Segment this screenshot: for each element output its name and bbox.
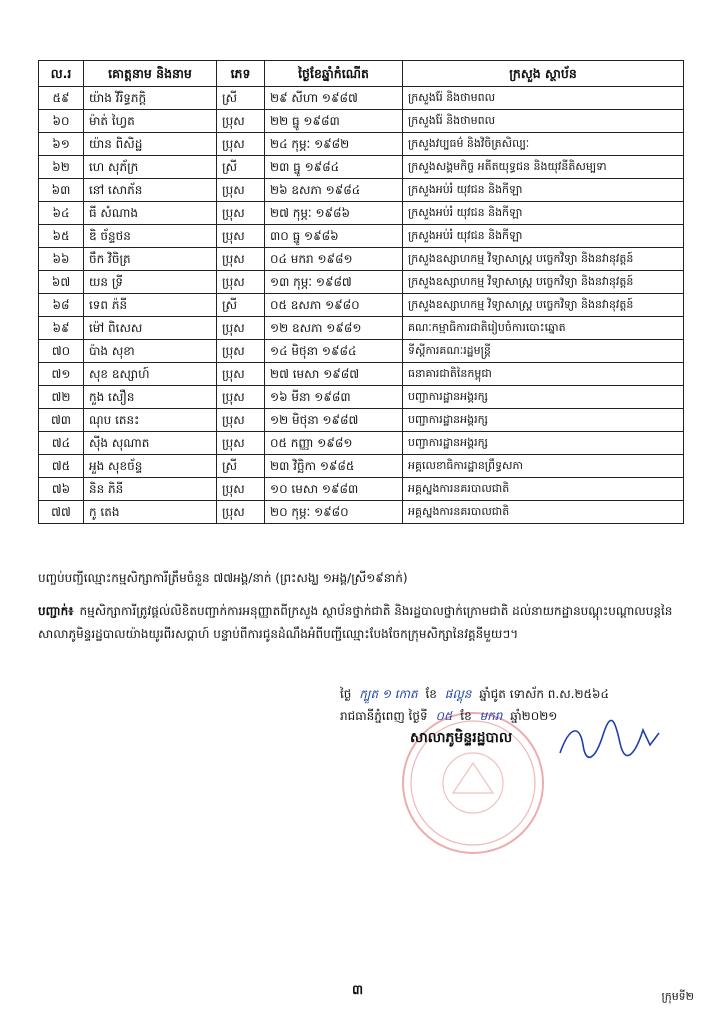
table-row — [39, 455, 684, 478]
table-row — [39, 156, 684, 179]
cell-name: ម៉ាត់ ហ្វៃត — [84, 110, 217, 133]
cell-institution: ក្រសួងឧស្សាហកម្ម វិទ្យាសាស្ត្រ បច្ចេកវិទ្យា និងនវានុវត្តន៍ — [403, 271, 684, 294]
cell-institution: ក្រសួងរ៉ែ និងថាមពល — [403, 110, 684, 133]
cell-dob: ១២ មិថុនា ១៩៨៧ — [265, 409, 403, 432]
cell-no: ៧៤ — [39, 432, 84, 455]
cell-institution: បញ្ជាការដ្ឋានអង្គរក្ស — [403, 409, 684, 432]
cell-sex: ប្រុស — [217, 386, 265, 409]
cell-name: យ៉ាន ពិសិដ្ឋ — [84, 133, 217, 156]
table-row — [39, 317, 684, 340]
cell-institution: ក្រសួងវប្បធម៌ និងវិចិត្រសិល្បៈ — [403, 133, 684, 156]
cell-sex: ស្រី — [217, 156, 265, 179]
note-text: កម្មសិក្សាការីត្រូវផ្តល់លិខិតបញ្ជាក់ការអនុញ្ញាតពីក្រសួង ស្ថាប័នថ្នាក់ជាតិ និងរដ្ឋបាលថ្នាក់ក្រោមជាតិ ដល់នាយកដ្ឋានបណ្តុះបណ្តាលបន្តនៃសាលាភូមិន្ទរដ្ឋបាលយ៉ាងយូរពីរសប្តាហ៍ បន្ទាប់ពីការជូនដំណឹងអំពីបញ្ជីឈ្មោះបែងចែកក្រុមសិក្សានៃវគ្គនីមួយៗ។ — [38, 604, 673, 641]
office-name: សាលាភូមិន្ទរដ្ឋបាល — [410, 730, 513, 746]
cell-no: ៦១ — [39, 133, 84, 156]
cell-dob: ០៤ មករា ១៩៨១ — [265, 248, 403, 271]
cell-name: ហេ សុភ័ក្រ — [84, 156, 217, 179]
cell-name: កួង សឿន — [84, 386, 217, 409]
cell-dob: ១៣ កុម្ភៈ ១៩៨៧ — [265, 271, 403, 294]
cell-no: ៧២ — [39, 386, 84, 409]
cell-no: ៧០ — [39, 340, 84, 363]
table-row — [39, 179, 684, 202]
cell-dob: ០៥ កញ្ញា ១៩៨១ — [265, 432, 403, 455]
cell-dob: ២៤ កុម្ភៈ ១៩៨២ — [265, 133, 403, 156]
cell-sex: ប្រុស — [217, 271, 265, 294]
cell-name: យន ទ្រី — [84, 271, 217, 294]
signature-icon — [555, 715, 665, 765]
table-row — [39, 133, 684, 156]
cell-dob: ០៥ ឧសភា ១៩៨០ — [265, 294, 403, 317]
cell-dob: ១៦ មីនា ១៩៨៣ — [265, 386, 403, 409]
cell-institution: ក្រសួងឧស្សាហកម្ម វិទ្យាសាស្ត្រ បច្ចេកវិទ្យា និងនវានុវត្តន៍ — [403, 294, 684, 317]
cell-no: ៧១ — [39, 363, 84, 386]
cell-name: ម៉ៅ ពិសេស — [84, 317, 217, 340]
handwritten-month-2: មករា — [479, 709, 503, 723]
cell-sex: ប្រុស — [217, 248, 265, 271]
cell-name: យ៉ាង វិរិទ្ធភក្តិ — [84, 87, 217, 110]
table-body — [39, 87, 684, 524]
trainee-table — [38, 60, 684, 524]
cell-sex: ប្រុស — [217, 110, 265, 133]
cell-institution: ក្រសួងសង្គមកិច្ច អតីតយុទ្ធជន និងយុវនីតិសម្បទា — [403, 156, 684, 179]
cell-institution: បញ្ជាការដ្ឋានអង្គរក្ស — [403, 386, 684, 409]
table-row — [39, 478, 684, 501]
cell-dob: ២០ កុម្ភៈ ១៩៨០ — [265, 501, 403, 524]
cell-dob: ១៤ មិថុនា ១៩៨៤ — [265, 340, 403, 363]
cell-dob: ៣០ ធ្នូ ១៩៨៦ — [265, 225, 403, 248]
cell-no: ៦៨ — [39, 294, 84, 317]
cell-sex: ប្រុស — [217, 133, 265, 156]
note-paragraph — [38, 600, 683, 646]
cell-no: ៦៧ — [39, 271, 84, 294]
header-name: គោត្តនាម និងនាម — [84, 61, 217, 87]
cell-no: ៦៩ — [39, 317, 84, 340]
cell-sex: ប្រុស — [217, 409, 265, 432]
handwritten-day-number: ០៥ — [435, 709, 453, 723]
cell-name: និន ភិនី — [84, 478, 217, 501]
table-row — [39, 202, 684, 225]
cell-institution: បញ្ជាការដ្ឋានអង្គរក្ស — [403, 432, 684, 455]
cell-sex: ប្រុស — [217, 340, 265, 363]
date-month-label-2: ខែ — [460, 709, 472, 723]
cell-no: ៧៣ — [39, 409, 84, 432]
header-dob: ថ្ងៃខែឆ្នាំកំណើត — [265, 61, 403, 87]
cell-no: ៥៩ — [39, 87, 84, 110]
cell-institution: ក្រសួងរ៉ែ និងថាមពល — [403, 87, 684, 110]
cell-name: ប៉ាង សុខា — [84, 340, 217, 363]
cell-name: ចឹក វិចិត្រ — [84, 248, 217, 271]
table-row — [39, 87, 684, 110]
header-institution: ក្រសួង ស្ថាប័ន — [403, 61, 684, 87]
cell-name: ឌិ ច័ន្ទថន — [84, 225, 217, 248]
date-year-2: ឆ្នាំ២០២១ — [510, 709, 558, 723]
cell-institution: ក្រសួងអប់រំ យុវជន និងកីឡា — [403, 202, 684, 225]
cell-institution: ក្រសួងអប់រំ យុវជន និងកីឡា — [403, 225, 684, 248]
date-month-label: ខែ — [425, 687, 437, 701]
lunar-date-line — [340, 683, 685, 705]
cell-no: ៧៥ — [39, 455, 84, 478]
cell-institution: អគ្គលេខាធិការដ្ឋានព្រឹទ្ធសភា — [403, 455, 684, 478]
cell-no: ៦២ — [39, 156, 84, 179]
cell-sex: ប្រុស — [217, 501, 265, 524]
group-label: ក្រុមទី២ — [661, 990, 694, 1003]
handwritten-month: ផល្គុន — [444, 687, 472, 701]
handwritten-day: ក្បួត ១ កោត — [359, 687, 418, 701]
cell-institution: អគ្គស្នងការនគរបាលជាតិ — [403, 478, 684, 501]
cell-dob: ២៣ ធ្នូ ១៩៨៤ — [265, 156, 403, 179]
cell-name: ណុប តេនះ — [84, 409, 217, 432]
cell-institution: ទីស្តីការគណៈរដ្ឋមន្ត្រី — [403, 340, 684, 363]
table-row — [39, 386, 684, 409]
cell-sex: ប្រុស — [217, 363, 265, 386]
cell-name: ស៊ីង សុណាត — [84, 432, 217, 455]
cell-no: ៦៥ — [39, 225, 84, 248]
table-row — [39, 225, 684, 248]
cell-institution: ក្រសួងអប់រំ យុវជន និងកីឡា — [403, 179, 684, 202]
table-row — [39, 294, 684, 317]
place-date-prefix: រាជធានីភ្នំពេញ ថ្ងៃទី — [340, 709, 428, 723]
page-number: ៣ — [352, 983, 364, 998]
table-row — [39, 110, 684, 133]
cell-sex: ប្រុស — [217, 225, 265, 248]
cell-sex: ប្រុស — [217, 317, 265, 340]
table-row — [39, 363, 684, 386]
table-header-row — [39, 61, 684, 87]
cell-dob: ២៧ មេសា ១៩៨៧ — [265, 363, 403, 386]
note-label: បញ្ជាក់៖ — [38, 604, 74, 618]
cell-sex: ស្រី — [217, 87, 265, 110]
table-row — [39, 340, 684, 363]
cell-no: ៧៧ — [39, 501, 84, 524]
cell-sex: ស្រី — [217, 455, 265, 478]
cell-no: ៦៣ — [39, 179, 84, 202]
cell-sex: ប្រុស — [217, 202, 265, 225]
cell-no: ៦៦ — [39, 248, 84, 271]
cell-dob: ១២ ឧសភា ១៩៨១ — [265, 317, 403, 340]
cell-institution: គណៈកម្មាធិការជាតិរៀបចំការបោះឆ្នោត — [403, 317, 684, 340]
table-row — [39, 432, 684, 455]
header-no: ល.រ — [39, 61, 84, 87]
cell-sex: ស្រី — [217, 294, 265, 317]
date-year: ឆ្នាំជូត ទោស័ក ព.ស.២៥៦៤ — [479, 687, 610, 701]
cell-sex: ប្រុស — [217, 179, 265, 202]
cell-name: នៅ សោភ័ន — [84, 179, 217, 202]
table-row — [39, 248, 684, 271]
cell-dob: ២៧ កុម្ភៈ ១៩៨៦ — [265, 202, 403, 225]
cell-name: អួង សុខច័ន្ទ — [84, 455, 217, 478]
cell-no: ៧៦ — [39, 478, 84, 501]
cell-dob: ១០ មេសា ១៩៨៣ — [265, 478, 403, 501]
cell-institution: អគ្គស្នងការនគរបាលជាតិ — [403, 501, 684, 524]
header-sex: ភេទ — [217, 61, 265, 87]
date-prefix: ថ្ងៃ — [340, 687, 352, 701]
cell-no: ៦០ — [39, 110, 84, 133]
cell-institution: ក្រសួងឧស្សាហកម្ម វិទ្យាសាស្ត្រ បច្ចេកវិទ្យា និងនវានុវត្តន៍ — [403, 248, 684, 271]
cell-institution: ធនាគារជាតិនៃកម្ពុជា — [403, 363, 684, 386]
cell-name: ទេព ភ៉នី — [84, 294, 217, 317]
cell-dob: ២៣ វិច្ឆិកា ១៩៨៥ — [265, 455, 403, 478]
table-row — [39, 409, 684, 432]
cell-sex: ប្រុស — [217, 432, 265, 455]
cell-name: សុខ ឧស្សាហ៍ — [84, 363, 217, 386]
total-summary: បញ្ចប់បញ្ជីឈ្មោះកម្មសិក្សាការីត្រឹមចំនួន ៧៧អង្គ/នាក់ (ព្រះសង្ឃ ១អង្គ/ស្រី១៩នាក់) — [38, 571, 408, 585]
cell-dob: ២៩ សីហា ១៩៨៧ — [265, 87, 403, 110]
cell-sex: ប្រុស — [217, 478, 265, 501]
cell-name: កូ តេង — [84, 501, 217, 524]
cell-dob: ២៦ ឧសភា ១៩៨៤ — [265, 179, 403, 202]
table-row — [39, 271, 684, 294]
cell-no: ៦៤ — [39, 202, 84, 225]
cell-name: ធី សំណាង — [84, 202, 217, 225]
table-row — [39, 501, 684, 524]
cell-dob: ២២ ធ្នូ ១៩៨៣ — [265, 110, 403, 133]
